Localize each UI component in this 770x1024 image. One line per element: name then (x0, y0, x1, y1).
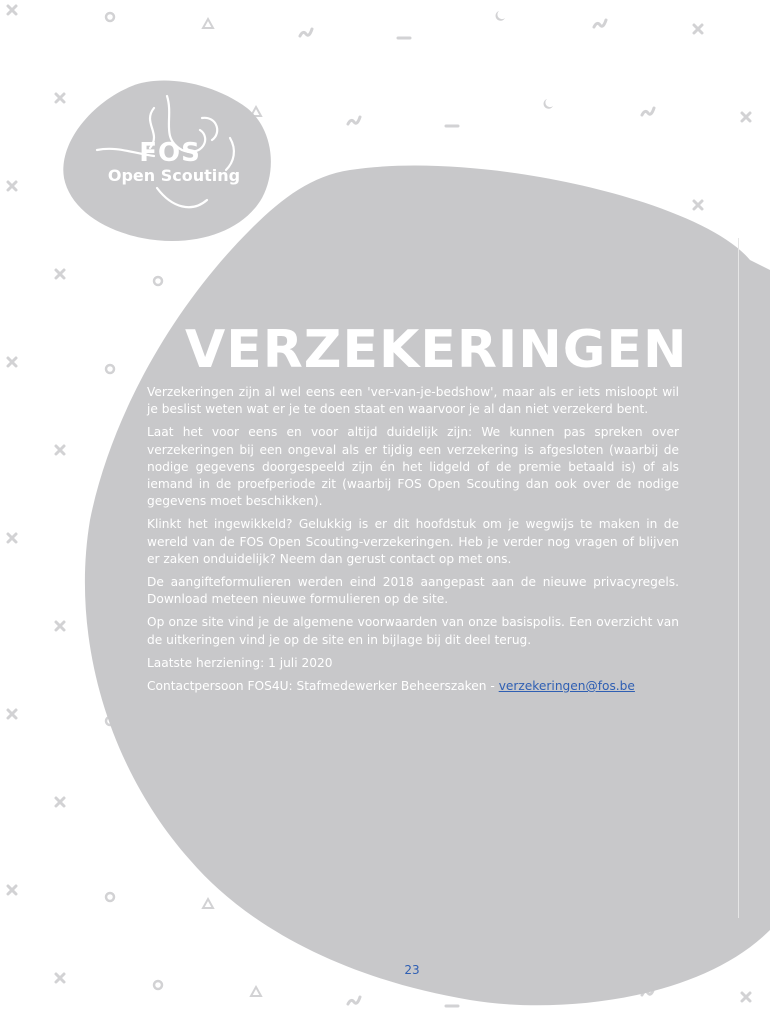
paragraph-chapter-guide: Klinkt het ingewikkeld? Gelukkig is er dit hoofdstuk om je wegwijs te maken in de wereld van de FOS Open Scouting-verzekeringen. Heb je verder nog vragen of blijven er zaken onduidelijk? Neem dan gerust contact op met ons. (147, 517, 679, 566)
paragraph-revision: Laatste herziening: 1 juli 2020 (147, 655, 333, 670)
logo-title: FOS (139, 138, 201, 168)
contact-email-link[interactable]: verzekeringen@fos.be (498, 679, 635, 694)
paragraph-clarity: Laat het voor eens en voor altijd duidelijk zijn: We kunnen pas spreken over verzekeringen bij een ongeval als er tijdig een verzekering is afgesloten (waarbij de nodige gegevens doorgespeeld zijn én het lidgeld of de premie betaald is) of als iemand in de proefperiode zit (waarbij FOS Open Scouting dan ook over de nodige gegevens moet beschikken). (147, 425, 679, 509)
page-edge-line (738, 238, 739, 918)
contact-label: Contactpersoon FOS4U: Stafmedewerker Beheerszaken - (147, 679, 499, 694)
logo-subtitle: Open Scouting (107, 166, 241, 185)
paragraph-conditions: Op onze site vind je de algemene voorwaarden van onze basispolis. Een overzicht van de uitkeringen vind je op de site en in bijlage bij dit deel terug. (147, 615, 679, 647)
paragraph-forms: De aangifteformulieren werden eind 2018 aangepast aan de nieuwe privacyregels. Download meteen nieuwe formulieren op de site. (147, 575, 679, 607)
paragraph-intro: Verzekeringen zijn al wel eens een 'ver-van-je-bedshow', maar als er iets misloopt wil je beslist weten wat er je te doen staat en waarvoor je al dan niet verzekerd bent. (147, 385, 679, 417)
paragraph-contact (147, 678, 679, 695)
body-text (147, 384, 679, 701)
page-number: 23 (404, 963, 420, 977)
page-title: VERZEKERINGEN (185, 320, 688, 380)
